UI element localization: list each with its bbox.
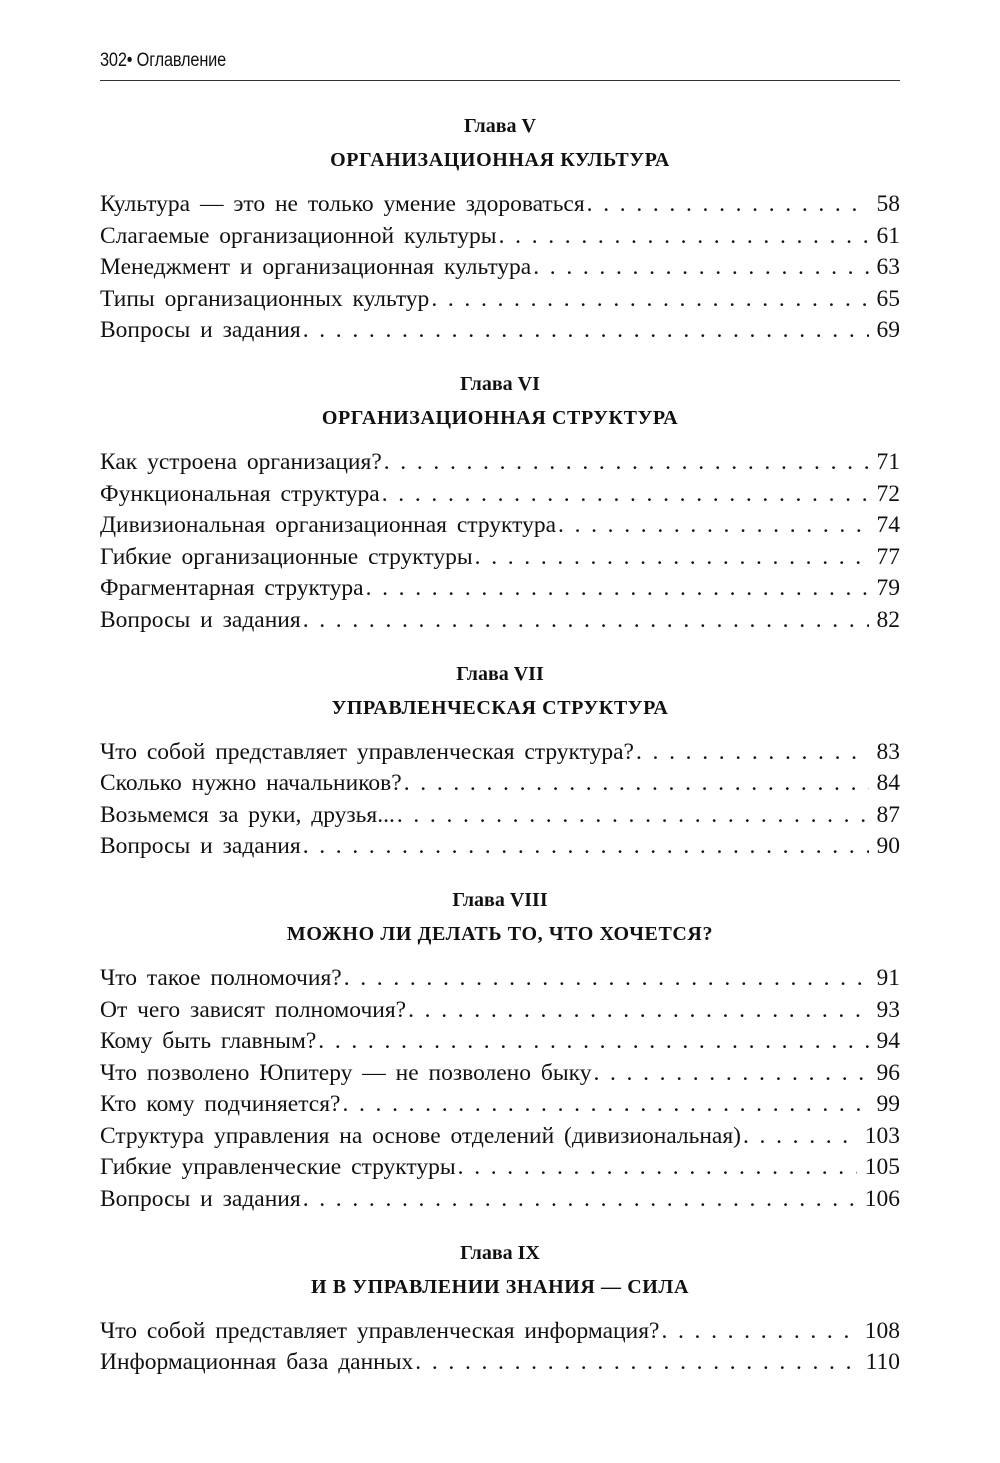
dot-leader — [593, 1058, 868, 1090]
entry-page: 84 — [876, 770, 900, 797]
toc-entry[interactable] — [100, 995, 900, 1027]
dot-leader — [318, 1026, 868, 1058]
dot-leader — [366, 573, 869, 605]
chapter-5 — [100, 113, 900, 347]
dot-leader — [408, 995, 868, 1027]
entry-title: Возьмемся за руки, друзья... — [100, 801, 395, 828]
entry-page: 105 — [864, 1154, 900, 1181]
entry-page: 61 — [876, 222, 900, 249]
entry-page: 103 — [864, 1122, 900, 1149]
toc-entry[interactable] — [100, 542, 900, 574]
dot-leader — [636, 737, 869, 769]
entry-page: 58 — [876, 191, 900, 217]
table-of-contents — [100, 113, 900, 1379]
entry-page: 63 — [876, 254, 900, 281]
toc-entry[interactable] — [100, 1152, 900, 1184]
chapter-entries — [100, 447, 900, 637]
running-head: 302• Оглавление — [100, 50, 227, 71]
entry-title: Фрагментарная структура — [100, 575, 364, 602]
dot-leader — [404, 768, 869, 800]
dot-leader — [303, 831, 869, 863]
entry-title: Менеджмент и организационная культура — [100, 254, 532, 281]
dot-leader — [397, 800, 869, 832]
entry-page: 94 — [876, 1028, 900, 1055]
entry-title: Вопросы и задания — [100, 833, 301, 860]
entry-page: 108 — [864, 1317, 900, 1344]
chapter-number: Глава V — [464, 115, 536, 137]
toc-entry[interactable] — [100, 1347, 900, 1379]
entry-page: 65 — [876, 285, 900, 312]
entry-page: 99 — [876, 1091, 900, 1118]
entry-page: 96 — [876, 1059, 900, 1086]
entry-title: Вопросы и задания — [100, 606, 301, 633]
dot-leader — [499, 221, 869, 253]
toc-entry[interactable] — [100, 510, 900, 542]
dot-leader — [587, 189, 869, 221]
entry-title: Кто кому подчиняется? — [100, 1091, 341, 1118]
entry-title: Культура — это не только умение здороваться — [100, 191, 585, 217]
entry-title: Сколько нужно начальников? — [100, 770, 402, 797]
chapter-number: Глава VII — [456, 662, 544, 685]
dot-leader — [342, 1089, 868, 1121]
toc-entry[interactable] — [100, 284, 900, 316]
entry-title: Что собой представляет управленческая информация? — [100, 1317, 660, 1344]
dot-leader — [415, 1347, 857, 1379]
toc-entry[interactable] — [100, 1121, 900, 1153]
entry-title: Гибкие управленческие структуры — [100, 1154, 456, 1181]
entry-title: Типы организационных культур — [100, 285, 430, 312]
toc-entry[interactable] — [100, 800, 900, 832]
chapter-title: ОРГАНИЗАЦИОННАЯ СТРУКТУРА — [321, 406, 679, 429]
toc-entry[interactable] — [100, 252, 900, 284]
entry-title: Слагаемые организационной культуры — [100, 222, 497, 249]
entry-page: 93 — [876, 996, 900, 1023]
entry-page: 110 — [865, 1349, 900, 1376]
toc-entry[interactable] — [100, 189, 900, 221]
entry-page: 83 — [876, 738, 900, 765]
dot-leader — [533, 252, 868, 284]
chapter-number: Глава VIII — [452, 888, 548, 911]
entry-title: Вопросы и задания — [100, 317, 301, 344]
toc-entry[interactable] — [100, 605, 900, 637]
toc-entry[interactable] — [100, 1316, 900, 1348]
entry-title: Функциональная структура — [100, 480, 380, 507]
toc-entry[interactable] — [100, 963, 900, 995]
dot-leader — [743, 1121, 857, 1153]
entry-title: Дивизиональная организационная структура — [100, 512, 557, 539]
dot-leader — [303, 1184, 857, 1216]
entry-title: От чего зависят полномочия? — [100, 996, 407, 1023]
chapter-entries — [100, 1316, 900, 1379]
chapter-9 — [100, 1240, 900, 1379]
entry-title: Гибкие организационные структуры — [100, 543, 473, 570]
entry-title: Структура управления на основе отделений (дивизиональная) — [100, 1122, 741, 1149]
header-rule — [100, 80, 900, 81]
dot-leader — [431, 284, 868, 316]
dot-leader — [458, 1152, 857, 1184]
entry-page: 79 — [876, 575, 900, 602]
chapter-title: МОЖНО ЛИ ДЕЛАТЬ ТО, ЧТО ХОЧЕТСЯ? — [286, 922, 714, 945]
toc-entry[interactable] — [100, 573, 900, 605]
entry-title: Что собой представляет управленческая структура? — [100, 738, 634, 765]
dot-leader — [475, 542, 869, 574]
entry-title: Кому быть главным? — [100, 1028, 317, 1055]
toc-entry[interactable] — [100, 479, 900, 511]
dot-leader — [344, 963, 869, 995]
toc-entry[interactable] — [100, 737, 900, 769]
toc-entry[interactable] — [100, 1184, 900, 1216]
chapter-title: ОРГАНИЗАЦИОННАЯ КУЛЬТУРА — [330, 149, 670, 171]
chapter-title: УПРАВЛЕНЧЕСКАЯ СТРУКТУРА — [331, 696, 669, 719]
entry-page: 106 — [864, 1186, 900, 1213]
toc-entry[interactable] — [100, 831, 900, 863]
entry-title: Что такое полномочия? — [100, 964, 342, 991]
dot-leader — [382, 479, 869, 511]
dot-leader — [661, 1316, 856, 1348]
entry-page: 69 — [876, 317, 900, 344]
toc-entry[interactable] — [100, 768, 900, 800]
entry-title: Информационная база данных — [100, 1349, 414, 1376]
entry-page: 77 — [876, 543, 900, 570]
toc-entry[interactable] — [100, 1026, 900, 1058]
entry-title: Как устроена организация? — [100, 448, 382, 475]
chapter-number: Глава VI — [460, 372, 540, 395]
toc-entry[interactable] — [100, 1089, 900, 1121]
dot-leader — [303, 605, 869, 637]
dot-leader — [303, 315, 869, 347]
toc-entry[interactable] — [100, 315, 900, 347]
entry-page: 71 — [876, 448, 900, 475]
chapter-7 — [100, 661, 900, 863]
chapter-8 — [100, 887, 900, 1216]
dot-leader — [558, 510, 868, 542]
chapter-title: И В УПРАВЛЕНИИ ЗНАНИЯ — СИЛА — [311, 1275, 689, 1298]
entry-page: 90 — [876, 833, 900, 860]
entry-title: Вопросы и задания — [100, 1186, 301, 1213]
chapter-entries — [100, 963, 900, 1216]
entry-page: 87 — [876, 801, 900, 828]
entry-title: Что позволено Юпитеру — не позволено быку — [100, 1059, 592, 1086]
entry-page: 74 — [876, 512, 900, 539]
toc-entry[interactable] — [100, 221, 900, 253]
entry-page: 72 — [876, 480, 900, 507]
chapter-entries — [100, 737, 900, 863]
toc-entry[interactable] — [100, 447, 900, 479]
entry-page: 82 — [876, 606, 900, 633]
toc-entry[interactable] — [100, 1058, 900, 1090]
dot-leader — [384, 447, 869, 479]
chapter-6 — [100, 371, 900, 637]
entry-page: 91 — [876, 964, 900, 991]
chapter-entries — [100, 189, 900, 347]
chapter-number: Глава IX — [460, 1241, 540, 1264]
